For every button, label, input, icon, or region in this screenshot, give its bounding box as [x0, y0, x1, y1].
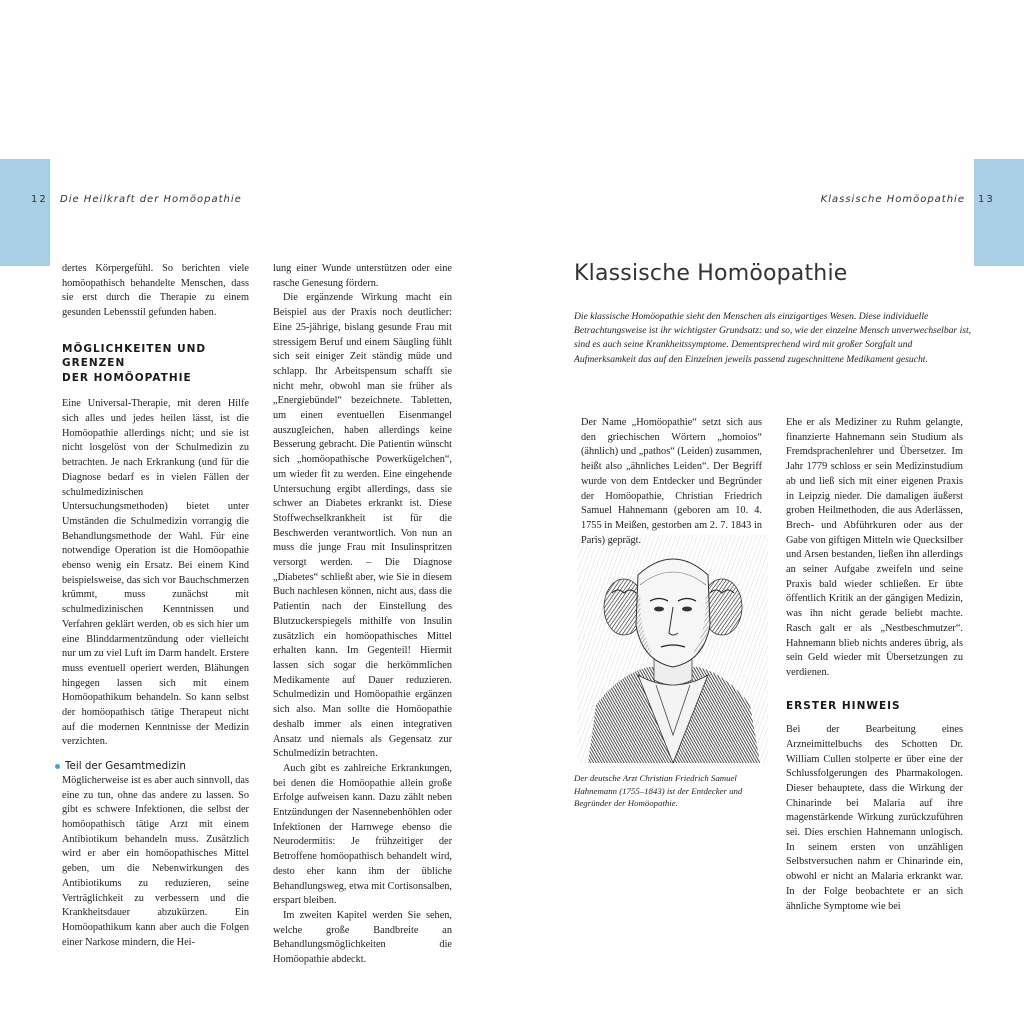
bullet-icon: [55, 764, 60, 769]
paragraph: Ehe er als Mediziner zu Ruhm gelangte, finanzierte Hahnemann sein Studium als Fremdsprachenlehrer und Übersetzer. Im Jahr 1779 schloss er sein Medizinstudium ab und ließ sich mit einer eigenen Praxis in Leipzig nieder. Die damaligen äußerst groben Heilmethoden, die aus Aderlässen, Brech- und Abführkuren oder aus der Gabe von giftigen Mitteln wie Quecksilber und Arsen bestanden, ließen ihn allerdings an seiner Aufgabe zweifeln und seine Praxis bald wieder schließen. Er übte öffentlich Kritik an der gängigen Medizin, was ihn nicht gerade beliebt machte. Rasch galt er als „Nestbeschmutzer“. Hahnemann blieb nichts anderes übrig, als sein Geld wieder mit Übersetzungen zu verdienen.: [786, 417, 964, 678]
heading-line: DER HOMÖOPATHIE: [62, 371, 192, 384]
section-heading: [62, 342, 249, 386]
right-column-1: [581, 416, 762, 548]
hahnemann-portrait: [578, 535, 768, 763]
running-head-right: Klassische Homöopathie: [820, 194, 965, 205]
paragraph: Die ergänzende Wirkung macht ein Beispiel aus der Praxis noch deutlicher: Eine 25-jährige, bislang gesunde Frau mit stressigem Beruf und einem Säugling fühlt sich seit einiger Zeit ständig müde und schlapp. Ihr Arbeitspensum schafft sie nicht mehr, obwohl man sie früher als „Energiebündel“ bezeichnete. Tabletten, um einen eventuellen Eisenmangel auszugleichen, haben allerdings keine Besserung gebracht. Die Patientin wünscht sich „homöopathische Powerkügelchen“, um wieder fit zu werden. Eine eingehende Untersuchung ergibt allerdings, dass sie schwer an Diabetes erkrankt ist. Diese Stoffwechselkrankheit ist für die Beschwerden verantwortlich. Von nun an muss die junge Frau mit Insulinspritzen versorgt werden. – Die Diagnose „Diabetes“ schließt aber, wie Sie in diesem Buch nachlesen können, nicht aus, dass die Patientin nach der Einstellung des Blutzuckerspiegels mithilfe von Insulin zusätzlich ein homöopathisches Mittel erhalten kann. Im Gegenteil! Hiermit lassen sich sogar die herkömmlichen Medikamente auf Dauer reduzieren. Schulmedizin und Homöopathie ergänzen sich also. Man sollte die Homöopathie deshalb immer als einen integrativen Ansatz und niemals als Gegensatz zur Schulmedizin betrachten.: [273, 292, 452, 760]
chapter-title: Klassische Homöopathie: [574, 261, 848, 286]
page-number-left: 12: [31, 194, 48, 205]
right-column-2: [786, 416, 963, 914]
paragraph: dertes Körpergefühl. So berichten viele homöopathisch behandelte Menschen, dass sie erst durch die Therapie zu einem gesunden Lebensstil gefunden haben.: [62, 263, 249, 319]
paragraph: Bei der Bearbeitung eines Arzneimittelbuchs des Schotten Dr. William Cullen stolperte er über eine der Schlussfolgerungen des Pharmakologen. Dieser behauptete, dass die Wirkung der Chinarinde bei Malaria auf ihre magenstärkende Wirkung zurückzuführen sei. Dies erschien Hahnemann unlogisch. In seinem ersten von unzähligen Selbstversuchen nahm er Chinarinde ein, obwohl er nicht an Malaria erkrankt war. In der Folge beobachtete er an sich ähnliche Symptome wie bei: [786, 724, 963, 912]
chapter-tab-left: [0, 159, 50, 266]
paragraph: Möglicherweise ist es aber auch sinnvoll, das eine zu tun, ohne das andere zu lassen. So gibt es schwere Infektionen, die selbst der homöopathisch tätige Arzt mit einem Antibiotikum behandeln muss. Zusätzlich wird er aber ein homöopathisches Mittel geben, um die Nebenwirkungen des Antibiotikums zu reduzieren, seine Verträglichkeit zu verbessern und die Krankheitsdauer abzukürzen. Ein Homöopathikum kann aber auch die Folgen einer Narkose mindern, die Hei-: [62, 774, 249, 948]
chapter-tab-right: [974, 159, 1024, 266]
page-number-right: 13: [978, 194, 995, 205]
bullet-heading: [62, 759, 249, 774]
section-heading: ERSTER HINWEIS: [786, 699, 901, 712]
bullet-heading-text: Teil der Gesamtmedizin: [65, 760, 186, 773]
paragraph: lung einer Wunde unterstützen oder eine rasche Genesung fördern.: [273, 263, 452, 289]
paragraph: Im zweiten Kapitel werden Sie sehen, welche große Bandbreite an Behandlungsmöglichkeiten die Homöopathie abdeckt.: [273, 909, 452, 966]
paragraph: Eine Universal-Therapie, mit deren Hilfe sich alles und jedes heilen lässt, ist die Homöopathie allerdings nicht; und sie ist nicht losgelöst von der Schulmedizin zu betrachten. Je nach Erkrankung (und für die Diagnose bedarf es in vielen Fällen der schulmedizinischen Untersuchungsmethoden) bietet unter Umständen die Schulmedizin vorrangig die Behandlungsmethode der Wahl. Für eine notwendige Operation ist die Homöopathie ebenso wenig ein Ersatz. Bei einem Kind beispielsweise, das sich vor Bauchschmerzen krümmt, muss zunächst mit schulmedizinischen Kenntnissen und Verfahren geklärt werden, ob es sich hier um eine Blinddarmentzündung oder vielleicht nur um zu viel Luft im Darm handelt. Erstere muss eventuell operiert werden, Blähungen hingegen lassen sich mit einem Homöopathikum behandeln. So kann selbst der homöopathisch tätige Therapeut nicht auf die modernen Kenntnisse der Medizin verzichten.: [62, 398, 249, 748]
chapter-intro: Die klassische Homöopathie sieht den Menschen als einzigartiges Wesen. Diese individuelle Betrachtungsweise ist ihr wichtigster Grundsatz: und so, wie der einzelne Mensch unverwechselbar ist, sind es auch seine Krankheitssymptome. Dementsprechend wird mit großer Sorgfalt und Aufmerksamkeit das auf den Einzelnen jeweils passend zugeschnittene Medikament gesucht.: [574, 311, 972, 365]
running-head-left: Die Heilkraft der Homöopathie: [60, 194, 242, 205]
portrait-caption: Der deutsche Arzt Christian Friedrich Samuel Hahnemann (1755–1843) ist der Entdecker und Begründer der Homöopathie.: [574, 773, 743, 809]
paragraph: Auch gibt es zahlreiche Erkrankungen, bei denen die Homöopathie allein große Erfolge aufweisen kann. Dazu zählt neben Entzündungen der Nasennebenhöhlen oder Infektionen der Harnwege ebenso die Neurodermitis: Je frühzeitiger der Betroffene homöopathisch behandelt wird, desto eher kann ihm der übliche Behandlungsweg, etwa mit Cortisonsalben, erspart bleiben.: [273, 762, 452, 907]
paragraph: Der Name „Homöopathie“ setzt sich aus den griechischen Wörtern „homoios“ (ähnlich) und „pathos“ (Leiden) zusammen, heißt also „ähnliches Leiden“. Der Begriff wurde von dem Entdecker und Begründer der Homöopathie, Christian Friedrich Samuel Hahnemann (geboren am 10. 4. 1755 in Meißen, gestorben am 2. 7. 1843 in Paris) geprägt.: [581, 417, 762, 546]
heading-line: MÖGLICHKEITEN UND GRENZEN: [62, 342, 207, 370]
left-column-1: [62, 262, 249, 950]
left-column-2: [273, 262, 452, 968]
